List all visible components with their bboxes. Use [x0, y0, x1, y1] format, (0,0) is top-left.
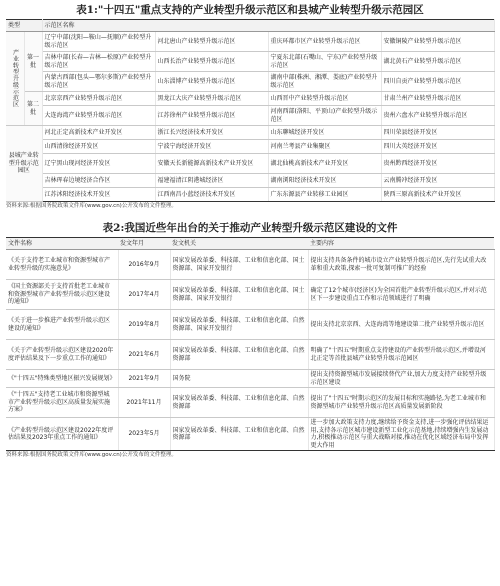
policy-documents-table — [6, 237, 495, 451]
issuer-cell: 国家发展改革委、科技部、工业和信息化部、国土资源部、国家开发银行 — [170, 280, 308, 310]
table-cell: 内蒙古西部(包头—鄂尔多斯)产业转型升级示范区 — [42, 72, 155, 92]
date-cell: 2017年4月 — [118, 280, 170, 310]
table-cell: 辽宁中部(沈阳—鞍山—抚顺)产业转型升级示范区 — [42, 32, 155, 52]
table-cell: 重庆环都市区产业转型升级示范区 — [268, 32, 381, 52]
table-cell: 辽宁黑山现河经济开发区 — [42, 154, 155, 174]
table-cell: 黑龙江大庆产业转型升级示范区 — [155, 92, 268, 106]
table-cell: 吉林珲春边境经济合作区 — [42, 174, 155, 188]
table-row — [6, 92, 494, 106]
table-cell: 河南兰考县产业集聚区 — [268, 140, 381, 154]
table-row — [6, 140, 494, 154]
table-cell: 河北唐山产业转型升级示范区 — [155, 32, 268, 52]
table-cell: 湖北仙桃高新技术产业开发区 — [268, 154, 381, 174]
table-cell: 陕西三原高新技术产业开发区 — [381, 188, 494, 202]
doc-name-cell: 《产业转型升级示范区建设2022年度评估结果及2023年重点工作的通知》 — [6, 418, 118, 451]
table-cell: 福建福清江阴港城经济区 — [155, 174, 268, 188]
table-row — [6, 340, 494, 370]
table-cell: 山西长治产业转型升级示范区 — [155, 52, 268, 72]
group2-type-label: 县城产业转型升级示范园区 — [6, 126, 42, 202]
table-cell: 北京京西产业转型升级示范区 — [42, 92, 155, 106]
table-row — [6, 250, 494, 280]
table-cell: 湖北黄石产业转型升级示范区 — [381, 52, 494, 72]
table-cell: 湖南浏阳经济技术开发区 — [268, 174, 381, 188]
issuer-cell: 国家发展改革委、科技部、工业和信息化部、自然资源部 — [170, 388, 308, 418]
issuer-cell: 国家发展改革委、科技部、工业和信息化部、国土资源部、国家开发银行 — [170, 250, 308, 280]
table-cell: 广东东源县产业转移工业园区 — [268, 188, 381, 202]
table-cell: 贵州黔西经济开发区 — [381, 154, 494, 174]
issuer-header: 发文机关 — [170, 238, 308, 250]
table-row — [6, 174, 494, 188]
date-cell: 2021年6月 — [118, 340, 170, 370]
date-header: 发文年月 — [118, 238, 170, 250]
table-cell: 安徽铜陵产业转型升级示范区 — [381, 32, 494, 52]
group1-type-label: 产业转型升级示范区 — [6, 32, 24, 126]
date-cell: 2021年11月 — [118, 388, 170, 418]
table-row — [6, 72, 494, 92]
table-cell: 山西晋中产业转型升级示范区 — [268, 92, 381, 106]
content-cell: 提出支持资源型城市发展接续替代产业,加大力度支持产业转型升级示范区建设 — [308, 370, 494, 388]
table-row — [6, 106, 494, 126]
table-cell: 宁夏东北部(石嘴山、宁东)产业转型升级示范区 — [268, 52, 381, 72]
second-batch-label: 第二批 — [24, 92, 42, 126]
doc-name-cell: 《"十四五"特殊类型地区振兴发展规划》 — [6, 370, 118, 388]
doc-name-cell: 《"十四五"支持老工业城市和资源型城市产业转型升级示范区高质量发展实施方案》 — [6, 388, 118, 418]
table-cell: 四川自贡产业转型升级示范区 — [381, 72, 494, 92]
date-cell: 2021年9月 — [118, 370, 170, 388]
table-cell: 贵州六盘水产业转型升级示范区 — [381, 106, 494, 126]
table-cell: 山西清徐经济开发区 — [42, 140, 155, 154]
content-cell: 进一步加大政策支持力度,继续给予资金支持,进一步强化评估结果运用,支持各示范区城市建设新型工业化示范基地,持续增强内生发展动力,积极推动示范区与重大战略对接,推动在优化区域经济布局中发挥更大作用 — [308, 418, 494, 451]
content-cell: 提出了"十四五"时期示范区的发展目标和实施路径,为老工业城市和资源型城市产业转型升级示范区高质量发展新阶段 — [308, 388, 494, 418]
table-cell: 大连海湾产业转型升级示范区 — [42, 106, 155, 126]
table-cell: 浙江长兴经济技术开发区 — [155, 126, 268, 140]
date-cell: 2019年8月 — [118, 310, 170, 340]
table1-source-note: 资料来源:根据国务院政策文件库(www.gov.cn)公开发布的文件整理。 — [6, 203, 177, 209]
table-row — [6, 370, 494, 388]
content-cell: 明确了"十四五"时期重点支持建设的产业转型升级示范区,并增设河北正定等首批县城产业转型升级示范园区 — [308, 340, 494, 370]
table-cell: 山东聊城经济开发区 — [268, 126, 381, 140]
table-row — [6, 32, 494, 52]
table-row — [6, 126, 494, 140]
type-header: 类型 — [6, 20, 42, 32]
area-header: 示范区名称 — [42, 20, 494, 32]
table-cell: 四川荣县经济开发区 — [381, 126, 494, 140]
doc-name-cell: 《关于产业转型升级示范区建设2020年度评估结果及下一步重点工作的通知》 — [6, 340, 118, 370]
table1-header-row — [6, 20, 494, 32]
table-cell: 河北正定高新技术产业开发区 — [42, 126, 155, 140]
table2-header-row — [6, 238, 494, 250]
content-cell: 提出支持北京京西、大连海湾等地建设第二批产业转型升级示范区 — [308, 310, 494, 340]
table-cell: 吉林中部(长春—吉林—松原)产业转型升级示范区 — [42, 52, 155, 72]
issuer-cell: 国家发展改革委、科技部、工业和信息化部、自然资源部 — [170, 418, 308, 451]
issuer-cell: 国家发展改革委、科技部、工业和信息化部、自然资源部 — [170, 340, 308, 370]
table-row — [6, 388, 494, 418]
first-batch-label: 第一批 — [24, 32, 42, 92]
doc-name-header: 文件名称 — [6, 238, 118, 250]
date-cell: 2023年5月 — [118, 418, 170, 451]
table-row — [6, 188, 494, 202]
table-row — [6, 52, 494, 72]
table-cell: 甘肃兰州产业转型升级示范区 — [381, 92, 494, 106]
table1-title: 表1:"十四五"重点支持的产业转型升级示范区和县城产业转型升级示范园区 — [76, 4, 424, 16]
table-row — [6, 310, 494, 340]
demonstration-zones-table — [6, 19, 495, 202]
table-cell: 云南腾冲经济开发区 — [381, 174, 494, 188]
table-cell: 湖南中部(株洲、湘潭、娄底)产业转型升级示范区 — [268, 72, 381, 92]
table-cell: 四川大英经济开发区 — [381, 140, 494, 154]
table-cell: 江苏沭阳经济技术开发区 — [42, 188, 155, 202]
table2-source-note: 资料来源:根据国务院政策文件库(www.gov.cn)公开发布的文件整理。 — [6, 452, 177, 458]
table2-title: 表2:我国近些年出台的关于推动产业转型升级示范区建设的文件 — [102, 222, 398, 234]
doc-name-cell: 《关于支持老工业城市和资源型城市产业转型升级的实施意见》 — [6, 250, 118, 280]
issuer-cell: 国务院 — [170, 370, 308, 388]
date-cell: 2016年9月 — [118, 250, 170, 280]
table-row — [6, 280, 494, 310]
issuer-cell: 国家发展改革委、科技部、工业和信息化部、自然资源部、国家开发银行 — [170, 310, 308, 340]
table-row — [6, 154, 494, 174]
table-cell: 山东淄博产业转型升级示范区 — [155, 72, 268, 92]
table-cell: 江西南昌小蓝经济技术开发区 — [155, 188, 268, 202]
table-cell: 江苏徐州产业转型升级示范区 — [155, 106, 268, 126]
table-cell: 宁波宁海经济开发区 — [155, 140, 268, 154]
content-header: 主要内容 — [308, 238, 494, 250]
table-cell: 河南西部(洛阳、平顶山)产业转型升级示范区 — [268, 106, 381, 126]
doc-name-cell: 《国土资源部关于支持首批老工业城市和资源型城市产业转型升级示范区建设的通知》 — [6, 280, 118, 310]
table-cell: 安徽天长新能源高新技术产业开发区 — [155, 154, 268, 174]
content-cell: 提出支持具备条件的城市设立产业转型升级示范区,先行先试重大改革和重大政策,探索一批可复制可推广的经验 — [308, 250, 494, 280]
content-cell: 确定了12个城市(经济区)为全国首批产业转型升级示范区,并对示范区下一步建设重点工作和示范领域进行了明确 — [308, 280, 494, 310]
table-row — [6, 418, 494, 451]
doc-name-cell: 《关于进一步推进产业转型升级示范区建设的通知》 — [6, 310, 118, 340]
